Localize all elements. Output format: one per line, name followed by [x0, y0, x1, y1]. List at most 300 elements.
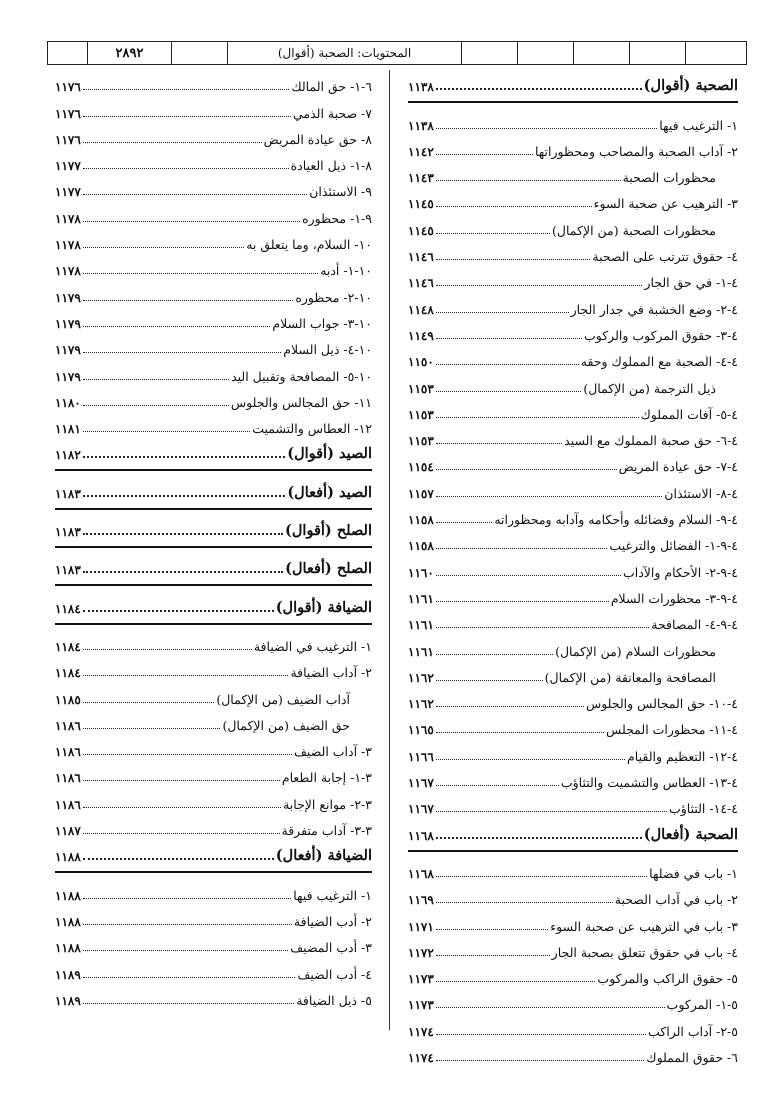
- dot-leader: [83, 702, 215, 703]
- heading-underline: [408, 850, 738, 852]
- dot-leader: [83, 116, 291, 117]
- toc-entry-title: ١٠-٣- جواب السلام: [272, 315, 372, 331]
- toc-page-number: ١١٦١: [408, 591, 434, 606]
- toc-page-number: ١١٨٨: [55, 914, 81, 929]
- dot-leader: [436, 981, 596, 982]
- dot-leader: [436, 338, 582, 339]
- dot-leader: [436, 759, 625, 760]
- toc-page-number: ١١٦٧: [408, 776, 434, 791]
- dot-leader: [83, 649, 252, 650]
- dot-leader: [436, 364, 579, 365]
- dot-leader: [436, 1034, 646, 1035]
- toc-entry-title: ٤-٧- حق عيادة المريض: [618, 459, 738, 475]
- toc-entry-title: ٨- حق عيادة المريض: [263, 131, 372, 147]
- toc-page-number: ١١٥٣: [408, 407, 434, 422]
- toc-entry: [55, 763, 372, 789]
- toc-page-number: ١١٨٣: [55, 486, 81, 501]
- toc-entry: [408, 557, 738, 583]
- toc-entry-title: حق الضيف (من الإكمال): [222, 717, 350, 733]
- toc-page-number: ١١٧٣: [408, 972, 434, 987]
- toc-page-number: ١١٨٦: [55, 797, 81, 812]
- toc-entry: [55, 789, 372, 815]
- toc-entry-title: ١٠-١- أدبه: [320, 263, 372, 279]
- toc-entry: [408, 110, 738, 136]
- toc-entry-title: الصحبة (أقوال): [643, 77, 738, 95]
- toc-entry: [408, 373, 738, 399]
- dot-leader: [436, 285, 643, 286]
- toc-entry-title: ٣-١- إجابة الطعام: [281, 770, 372, 786]
- dot-leader: [436, 233, 550, 234]
- toc-page-number: ١١٥٨: [408, 539, 434, 554]
- dot-leader: [83, 273, 318, 274]
- toc-entry-title: ٣-٢- موانع الإجابة: [283, 796, 372, 812]
- toc-entry: [55, 177, 372, 203]
- toc-entry: [408, 1043, 738, 1069]
- toc-page-number: ١١٥٠: [408, 355, 434, 370]
- toc-entry-title: ٤-١٤- التثاؤب: [668, 801, 738, 817]
- toc-entry-title: محظورات الصحبة (من الإكمال): [552, 222, 716, 238]
- toc-section-heading: [408, 820, 738, 846]
- toc-entry-title: ٩- الاستئذان: [309, 184, 372, 200]
- toc-entry-title: ٤-٥- آفات المملوك: [640, 406, 738, 422]
- toc-page-number: ١١٦٨: [408, 828, 434, 843]
- toc-entry-title: ٢- آداب الضيافة: [290, 665, 372, 681]
- toc-page-number: ١١٨٠: [55, 395, 81, 410]
- page-header: [47, 41, 747, 65]
- dot-leader: [436, 785, 559, 786]
- toc-entry: [408, 321, 738, 347]
- toc-entry: [55, 907, 372, 933]
- toc-entry: [55, 658, 372, 684]
- toc-page-number: ١١٨٨: [55, 888, 81, 903]
- toc-entry-title: الضيافة (أفعال): [275, 847, 372, 865]
- toc-entry-title: ٢- باب في آداب الصحبة: [614, 892, 738, 908]
- dot-leader: [83, 379, 229, 380]
- dot-leader: [83, 495, 286, 497]
- toc-entry: [408, 268, 738, 294]
- toc-entry: [55, 816, 372, 842]
- toc-page-number: ١١٧٤: [408, 1050, 434, 1065]
- toc-entry: [408, 663, 738, 689]
- heading-underline: [55, 508, 372, 510]
- toc-entry: [408, 768, 738, 794]
- dot-leader: [436, 88, 642, 90]
- toc-entry: [55, 335, 372, 361]
- dot-leader: [83, 168, 289, 169]
- toc-entry-title: ٤-٢- وضع الخشبة في جدار الجار: [570, 301, 738, 317]
- toc-entry: [408, 215, 738, 241]
- toc-entry: [408, 531, 738, 557]
- dot-leader: [436, 627, 649, 628]
- toc-page-number: ١١٧٢: [408, 945, 434, 960]
- toc-entry-title: ١- الترغيب فيها: [293, 887, 372, 903]
- toc-entry: [408, 137, 738, 163]
- toc-entry: [55, 282, 372, 308]
- dot-leader: [83, 610, 274, 612]
- toc-entry: [55, 414, 372, 440]
- dot-leader: [436, 902, 613, 903]
- toc-entry-title: ١٠-٤- ذيل السلام: [283, 342, 372, 358]
- dot-leader: [436, 443, 562, 444]
- toc-entry-title: ٤-٩-٤- المصافحة: [651, 617, 738, 633]
- dot-leader: [83, 405, 229, 406]
- dot-leader: [436, 837, 642, 839]
- toc-page-number: ١١٨٤: [55, 639, 81, 654]
- toc-entry-title: ٣- أدب المضيف: [290, 940, 372, 956]
- toc-entry: [408, 715, 738, 741]
- toc-page-number: ١١٧٩: [55, 290, 81, 305]
- toc-entry-title: الصيد (أقوال): [287, 445, 372, 463]
- toc-section-heading: [55, 842, 372, 868]
- toc-entry: [408, 689, 738, 715]
- toc-entry-title: المصافحة والمعانقة (من الإكمال): [544, 669, 716, 685]
- toc-entry-title: ٤-٣- حقوق المركوب والركوب: [584, 327, 738, 343]
- toc-entry-title: الضيافة (أقوال): [275, 598, 372, 616]
- toc-entry-title: محظورات الصحبة: [622, 170, 716, 186]
- toc-entry: [55, 125, 372, 151]
- toc-page-number: ١١٧٨: [55, 264, 81, 279]
- toc-entry-title: الصحبة (أفعال): [643, 825, 738, 843]
- toc-entry: [408, 990, 738, 1016]
- toc-entry: [408, 452, 738, 478]
- toc-entry: [55, 632, 372, 658]
- toc-page-number: ١١٦١: [408, 644, 434, 659]
- toc-entry-title: ذيل الترجمة (من الإكمال): [583, 380, 716, 396]
- dot-leader: [83, 780, 280, 781]
- toc-entry-title: ٣- الترهيب عن صحبة السوء: [593, 196, 738, 212]
- toc-section-heading: [55, 555, 372, 581]
- toc-entry: [408, 1016, 738, 1042]
- dot-leader: [436, 811, 667, 812]
- toc-entry-title: ٢- أدب الضيافة: [293, 913, 372, 929]
- heading-underline: [55, 546, 372, 548]
- toc-page-number: ١١٦٠: [408, 565, 434, 580]
- toc-section-heading: [55, 517, 372, 543]
- dot-leader: [436, 259, 591, 260]
- toc-entry-title: ١- باب في فضلها: [649, 865, 738, 881]
- toc-page-number: ١١٤٩: [408, 328, 434, 343]
- dot-leader: [436, 496, 663, 497]
- toc-entry-title: ٤-٩-١- الفضائل والترغيب: [609, 538, 738, 554]
- dot-leader: [83, 807, 281, 808]
- toc-page-number: ١١٤٨: [408, 302, 434, 317]
- dot-leader: [83, 950, 288, 951]
- toc-entry: [408, 610, 738, 636]
- toc-page-number: ١١٦٢: [408, 697, 434, 712]
- toc-entry: [55, 880, 372, 906]
- toc-page-number: ١١٥٣: [408, 381, 434, 396]
- toc-entry: [55, 230, 372, 256]
- dot-leader: [83, 675, 289, 676]
- header-cell: [574, 42, 630, 64]
- toc-entry-title: الصلح (أقوال): [285, 522, 372, 540]
- toc-page-number: ١١٨٣: [55, 525, 81, 540]
- heading-underline: [55, 584, 372, 586]
- toc-entry: [408, 426, 738, 452]
- toc-page-number: ١١٧٧: [55, 159, 81, 174]
- toc-entry-title: ٤-٨- الاستئذان: [664, 485, 738, 501]
- toc-entry-title: ٤-١٢- التعظيم والقيام: [627, 748, 738, 764]
- toc-entry: [408, 964, 738, 990]
- toc-entry: [55, 256, 372, 282]
- toc-page-number: ١١٨٢: [55, 448, 81, 463]
- toc-entry-title: ٥- ذيل الضيافة: [296, 992, 372, 1008]
- toc-page-number: ١١٨٣: [55, 563, 81, 578]
- dot-leader: [436, 929, 549, 930]
- toc-entry: [408, 242, 738, 268]
- toc-entry-title: ٤-٩- السلام وفضائله وأحكامه وآدابه ومحظوراته: [494, 512, 738, 528]
- toc-entry-title: ٤-٤- الصحبة مع المملوك وحقه: [580, 354, 738, 370]
- toc-entry-title: ٣- آداب الضيف: [293, 744, 372, 760]
- dot-leader: [83, 142, 262, 143]
- dot-leader: [83, 728, 221, 729]
- toc-page-number: ١١٤٥: [408, 223, 434, 238]
- toc-page-number: ١١٧٩: [55, 369, 81, 384]
- toc-entry: [55, 959, 372, 985]
- toc-entry-title: ١١- حق المجالس والجلوس: [230, 394, 372, 410]
- toc-entry-title: ٤- باب في حقوق تتعلق بصحبة الجار: [551, 944, 738, 960]
- dot-leader: [436, 548, 608, 549]
- toc-entry-title: ٢- آداب الصحبة والمصاحب ومحظوراتها: [534, 143, 738, 159]
- toc-entry: [408, 938, 738, 964]
- toc-entry-title: ٧- صحبة الذمي: [292, 105, 372, 121]
- dot-leader: [436, 732, 604, 733]
- toc-entry-title: ٦-١- حق المالك: [291, 79, 372, 95]
- dot-leader: [436, 1007, 665, 1008]
- toc-page-number: ١١٨٩: [55, 967, 81, 982]
- toc-page-number: ١١٣٨: [408, 118, 434, 133]
- toc-entry-title: ١٢- العطاس والتشميت: [252, 421, 372, 437]
- toc-page-number: ١١٧٤: [408, 1024, 434, 1039]
- toc-entry-title: ٤-١٣- العطاس والتشميت والتثاؤب: [560, 775, 738, 791]
- toc-entry: [55, 72, 372, 98]
- toc-section-heading: [408, 72, 738, 98]
- toc-entry-title: ٥- حقوق الراكب والمركوب: [597, 971, 738, 987]
- dot-leader: [83, 194, 307, 195]
- toc-page-number: ١١٧٦: [55, 106, 81, 121]
- toc-entry-title: ١- الترغيب فيها: [659, 117, 738, 133]
- toc-entry-title: ١٠-٥- المصافحة وتقبيل اليد: [231, 368, 372, 384]
- toc-page-number: ١١٦٩: [408, 893, 434, 908]
- dot-leader: [436, 154, 533, 155]
- dot-leader: [83, 977, 296, 978]
- toc-page-number: ١١٤٢: [408, 144, 434, 159]
- toc-entry: [408, 794, 738, 820]
- toc-entry-title: ٤-٩-٢- الأحكام والآداب: [622, 564, 738, 580]
- toc-page-number: ١١٥٣: [408, 434, 434, 449]
- toc-page-number: ١١٧٦: [55, 80, 81, 95]
- toc-entry-title: ١٠-٢- محظوره: [295, 289, 372, 305]
- toc-entry-title: ٤-١- في حق الجار: [644, 275, 738, 291]
- toc-entry-title: ٦- حقوق المملوك: [646, 1049, 738, 1065]
- toc-entry-title: ٨-١- ذيل العيادة: [290, 158, 372, 174]
- dot-leader: [436, 955, 550, 956]
- dot-leader: [83, 89, 290, 90]
- toc-entry: [55, 737, 372, 763]
- header-cell: [686, 42, 746, 64]
- toc-entry: [408, 584, 738, 610]
- toc-page-number: ١١٨٦: [55, 718, 81, 733]
- dot-leader: [83, 858, 274, 860]
- toc-entry-title: ٤-٩-٣- محظورات السلام: [610, 590, 738, 606]
- toc-entry-title: ٥-٢- آداب الراكب: [648, 1023, 738, 1039]
- dot-leader: [83, 456, 285, 458]
- toc-page-number: ١١٧٩: [55, 316, 81, 331]
- dot-leader: [436, 654, 553, 655]
- toc-page-number: ١١٨٨: [55, 941, 81, 956]
- toc-section-heading: [55, 478, 372, 504]
- toc-section-heading: [55, 593, 372, 619]
- toc-page-number: ١١٨٤: [55, 666, 81, 681]
- toc-entry: [408, 505, 738, 531]
- dot-leader: [436, 575, 621, 576]
- dot-leader: [436, 391, 582, 392]
- header-cell: [518, 42, 574, 64]
- toc-page-number: ١١٨٤: [55, 601, 81, 616]
- dot-leader: [83, 431, 250, 432]
- toc-page-number: ١١٥٧: [408, 486, 434, 501]
- toc-entry: [408, 636, 738, 662]
- toc-entry: [55, 933, 372, 959]
- page-number: ٢٨٩٢: [88, 42, 172, 64]
- dot-leader: [83, 326, 271, 327]
- toc-entry-title: الصلح (أفعال): [285, 560, 372, 578]
- toc-entry: [55, 309, 372, 335]
- dot-leader: [83, 533, 283, 535]
- toc-entry-title: ٤-١١- محظورات المجلس: [606, 722, 738, 738]
- toc-left-column: [55, 72, 372, 1012]
- toc-entry: [55, 711, 372, 737]
- toc-entry-title: ٤- حقوق تترتب على الصحبة: [592, 249, 738, 265]
- toc-entry: [55, 98, 372, 124]
- toc-entry: [408, 478, 738, 504]
- toc-right-column: [408, 72, 738, 1069]
- toc-page-number: ١١٦٧: [408, 802, 434, 817]
- toc-page-number: ١١٦٨: [408, 866, 434, 881]
- toc-entry: [55, 361, 372, 387]
- toc-entry-title: ٤-٦- حق صحبة المملوك مع السيد: [564, 433, 738, 449]
- toc-section-heading: [55, 440, 372, 466]
- toc-entry: [408, 347, 738, 373]
- dot-leader: [436, 417, 639, 418]
- dot-leader: [83, 247, 244, 248]
- toc-entry: [408, 163, 738, 189]
- toc-page-number: ١١٥٨: [408, 513, 434, 528]
- toc-page-number: ١١٧١: [408, 919, 434, 934]
- column-divider: [389, 70, 390, 1030]
- toc-page-number: ١١٨٥: [55, 692, 81, 707]
- toc-entry: [55, 684, 372, 710]
- toc-page-number: ١١٧٧: [55, 185, 81, 200]
- header-cell: [462, 42, 518, 64]
- toc-entry: [408, 911, 738, 937]
- toc-page-number: ١١٣٨: [408, 80, 434, 95]
- dot-leader: [436, 522, 493, 523]
- toc-entry: [408, 400, 738, 426]
- toc-entry: [408, 885, 738, 911]
- header-cell: [172, 42, 228, 64]
- toc-entry: [55, 151, 372, 177]
- toc-page-number: ١١٧٨: [55, 211, 81, 226]
- header-cell: [630, 42, 686, 64]
- dot-leader: [83, 1003, 294, 1004]
- dot-leader: [436, 312, 569, 313]
- toc-entry-title: ١- الترغيب في الضيافة: [253, 638, 372, 654]
- toc-page-number: ١١٦٦: [408, 749, 434, 764]
- toc-page-number: ١١٤٣: [408, 171, 434, 186]
- dot-leader: [436, 469, 617, 470]
- dot-leader: [83, 924, 292, 925]
- toc-entry-title: ٩-١- محظوره: [302, 210, 372, 226]
- running-title: المحتويات: الصحبة (أقوال): [228, 42, 462, 64]
- toc-page-number: ١١٨٧: [55, 824, 81, 839]
- dot-leader: [436, 601, 609, 602]
- heading-underline: [55, 469, 372, 471]
- dot-leader: [436, 128, 657, 129]
- toc-entry: [408, 294, 738, 320]
- toc-page-number: ١١٧٩: [55, 343, 81, 358]
- toc-entry: [55, 388, 372, 414]
- toc-entry-title: ٤-١٠- حق المجالس والجلوس: [585, 696, 738, 712]
- toc-entry: [408, 189, 738, 215]
- dot-leader: [83, 898, 291, 899]
- toc-page-number: ١١٤٦: [408, 276, 434, 291]
- toc-page-number: ١١٧٨: [55, 238, 81, 253]
- toc-entry: [408, 741, 738, 767]
- toc-entry-title: آداب الضيف (من الإكمال): [216, 691, 350, 707]
- heading-underline: [55, 871, 372, 873]
- dot-leader: [436, 706, 584, 707]
- toc-page-number: ١١٨٦: [55, 745, 81, 760]
- dot-leader: [83, 352, 282, 353]
- toc-entry-title: محظورات السلام (من الإكمال): [555, 643, 716, 659]
- dot-leader: [83, 571, 283, 573]
- toc-page-number: ١١٦٥: [408, 723, 434, 738]
- heading-underline: [55, 623, 372, 625]
- toc-page-number: ١١٦٢: [408, 670, 434, 685]
- toc-page-number: ١١٨٦: [55, 771, 81, 786]
- toc-entry: [55, 986, 372, 1012]
- toc-entry-title: ٤- أدب الضيف: [297, 966, 372, 982]
- dot-leader: [436, 1060, 644, 1061]
- heading-underline: [408, 101, 738, 103]
- dot-leader: [436, 876, 647, 877]
- toc-entry: [55, 203, 372, 229]
- toc-page-number: ١١٨١: [55, 422, 81, 437]
- toc-page-number: ١١٨٨: [55, 850, 81, 865]
- dot-leader: [436, 206, 592, 207]
- dot-leader: [83, 300, 294, 301]
- toc-entry-title: ٥-١- المركوب: [666, 997, 738, 1013]
- header-cell: [48, 42, 88, 64]
- toc-entry-title: ٣- باب في الترهيب عن صحبة السوء: [550, 918, 738, 934]
- dot-leader: [436, 180, 621, 181]
- toc-page-number: ١١٨٩: [55, 993, 81, 1008]
- toc-page-number: ١١٧٣: [408, 998, 434, 1013]
- toc-page-number: ١١٤٦: [408, 250, 434, 265]
- toc-page-number: ١١٥٤: [408, 460, 434, 475]
- toc-entry: [408, 859, 738, 885]
- toc-page-number: ١١٧٦: [55, 132, 81, 147]
- toc-page-number: ١١٤٥: [408, 197, 434, 212]
- dot-leader: [436, 680, 543, 681]
- dot-leader: [83, 754, 292, 755]
- toc-entry-title: ١٠- السلام، وما يتعلق به: [246, 237, 372, 253]
- dot-leader: [83, 833, 280, 834]
- toc-entry-title: ٣-٣- آداب متفرقة: [281, 823, 372, 839]
- toc-page-number: ١١٦١: [408, 618, 434, 633]
- dot-leader: [83, 221, 300, 222]
